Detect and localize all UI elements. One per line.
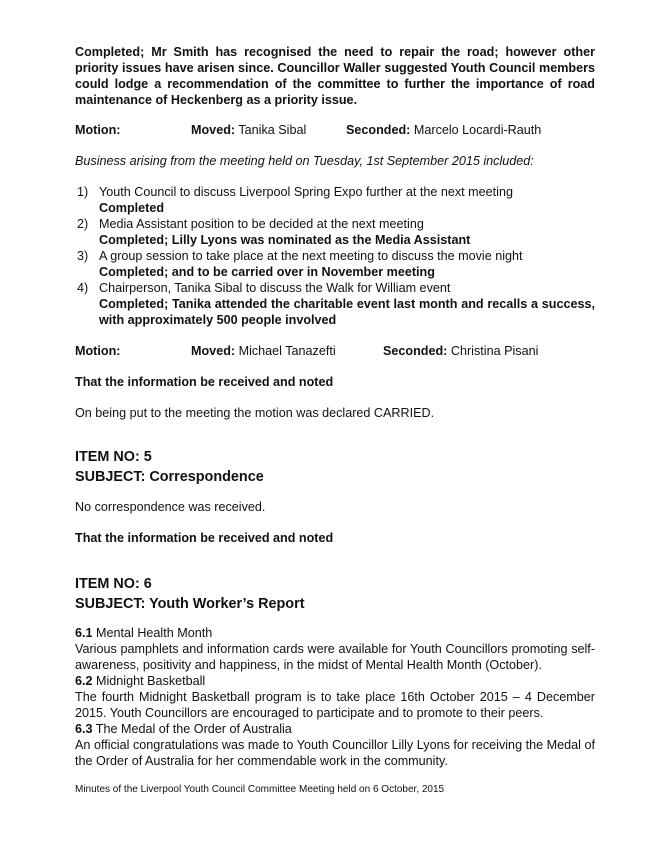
list-item: 3) A group session to take place at the next meeting to discuss the movie night Completed; and to be carried over in November meeting xyxy=(77,249,523,279)
report-section: 6.1 Mental Health Month Various pamphlets and information cards were available for Youth Councillors promoting self-awareness, positivity and happiness, in the midst of Mental Health Month (October). xyxy=(75,626,595,672)
correspondence-text: No correspondence was received. xyxy=(75,500,266,514)
moved-by: Moved: Michael Tanazefti xyxy=(191,344,336,358)
item-number: ITEM NO: 6 xyxy=(75,576,152,592)
seconded-by: Seconded: Marcelo Locardi-Rauth xyxy=(346,123,542,137)
business-arising-list xyxy=(75,184,595,328)
motion-row-1 xyxy=(75,122,595,138)
motion-row-2 xyxy=(75,343,595,359)
resolution: That the information be received and noted xyxy=(75,531,334,545)
list-item: 4) Chairperson, Tanika Sibal to discuss the Walk for William event Completed; Tanika attended the charitable event last month and recalls a success, with approximately 500 people involved xyxy=(77,281,595,327)
report-section: 6.2 Midnight Basketball The fourth Midnight Basketball program is to take place 16th October 2015 – 4 December 2015. Youth Councillors are encouraged to participate and to promote to their peers. xyxy=(75,674,595,720)
document-body xyxy=(75,44,595,769)
previous-item-outcome: Completed; Mr Smith has recognised the need to repair the road; however other priority issues have arisen since. Councillor Waller suggested Youth Council members could lodge a recommendation of the committee to further the importance of road maintenance of Heckenberg as a priority issue. xyxy=(75,45,595,107)
carried-statement: On being put to the meeting the motion was declared CARRIED. xyxy=(75,406,435,420)
seconded-by: Seconded: Christina Pisani xyxy=(383,344,539,358)
motion-label: Motion: xyxy=(75,123,121,137)
list-item: 1) Youth Council to discuss Liverpool Spring Expo further at the next meeting Completed xyxy=(77,185,513,215)
business-arising-intro: Business arising from the meeting held on Tuesday, 1st September 2015 included: xyxy=(75,154,534,168)
report-section: 6.3 The Medal of the Order of Australia An official congratulations was made to Youth Councillor Lilly Lyons for receiving the Medal of the Order of Australia for her commendable work in the community. xyxy=(75,722,595,768)
item-subject: SUBJECT: Youth Worker’s Report xyxy=(75,596,305,612)
item-number: ITEM NO: 5 xyxy=(75,449,152,465)
list-item: 2) Media Assistant position to be decided at the next meeting Completed; Lilly Lyons was nominated as the Media Assistant xyxy=(77,217,471,247)
item-subject: SUBJECT: Correspondence xyxy=(75,469,264,485)
moved-by: Moved: Tanika Sibal xyxy=(191,123,307,137)
resolution: That the information be received and noted xyxy=(75,375,334,389)
page-footer: Minutes of the Liverpool Youth Council Committee Meeting held on 6 October, 2015 xyxy=(75,784,445,795)
motion-label: Motion: xyxy=(75,344,121,358)
